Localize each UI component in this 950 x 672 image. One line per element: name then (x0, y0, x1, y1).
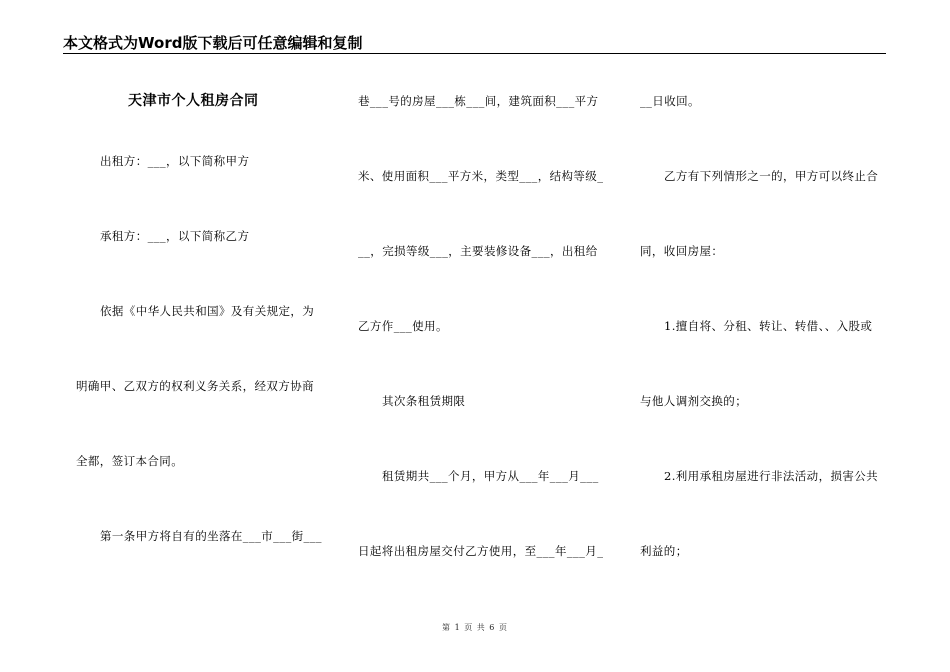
paragraph-line: 明确甲、乙双方的权利义务关系，经双方协商 (76, 379, 314, 393)
paragraph-line: 出租方：___，以下简称甲方 (100, 154, 250, 168)
page-number: 第 1 页 共 6 页 (442, 623, 508, 632)
paragraph-line: 2.利用承租房屋进行非法活动，损害公共 (664, 469, 879, 483)
paragraph-line: 第一条甲方将自有的坐落在___市___街___ (100, 529, 322, 543)
header-divider (63, 53, 886, 54)
section-heading: 其次条租赁期限 (382, 394, 466, 408)
paragraph-line: 全都，签订本合同。 (76, 454, 184, 468)
paragraph-line: 同，收回房屋： (640, 244, 724, 258)
paragraph-line: 巷___号的房屋___栋___间，建筑面积___平方 (358, 94, 599, 108)
paragraph-line: 与他人调剂交换的； (640, 394, 748, 408)
paragraph-line: __日收回。 (640, 94, 700, 108)
document-header: 本文格式为Word版下载后可任意编辑和复制 (63, 34, 363, 52)
paragraph-line: 1.擅自将、分租、转让、转借、、入股或 (664, 319, 873, 333)
document-title: 天津市个人租房合同 (128, 93, 259, 109)
paragraph-line: 日起将出租房屋交付乙方使用，至___年___月_ (358, 544, 604, 558)
paragraph-line: 依据《中华人民共和国》及有关规定，为 (100, 304, 315, 318)
paragraph-line: __，完损等级___，主要装修设备___，出租给 (358, 244, 598, 258)
paragraph-line: 乙方有下列情形之一的，甲方可以终止合 (664, 169, 879, 183)
paragraph-line: 利益的； (640, 544, 688, 558)
paragraph-line: 乙方作___使用。 (358, 319, 448, 333)
paragraph-line: 租赁期共___个月，甲方从___年___月___ (382, 469, 599, 483)
paragraph-line: 承租方：___，以下简称乙方 (100, 229, 250, 243)
paragraph-line: 米、使用面积___平方米，类型___，结构等级_ (358, 169, 604, 183)
